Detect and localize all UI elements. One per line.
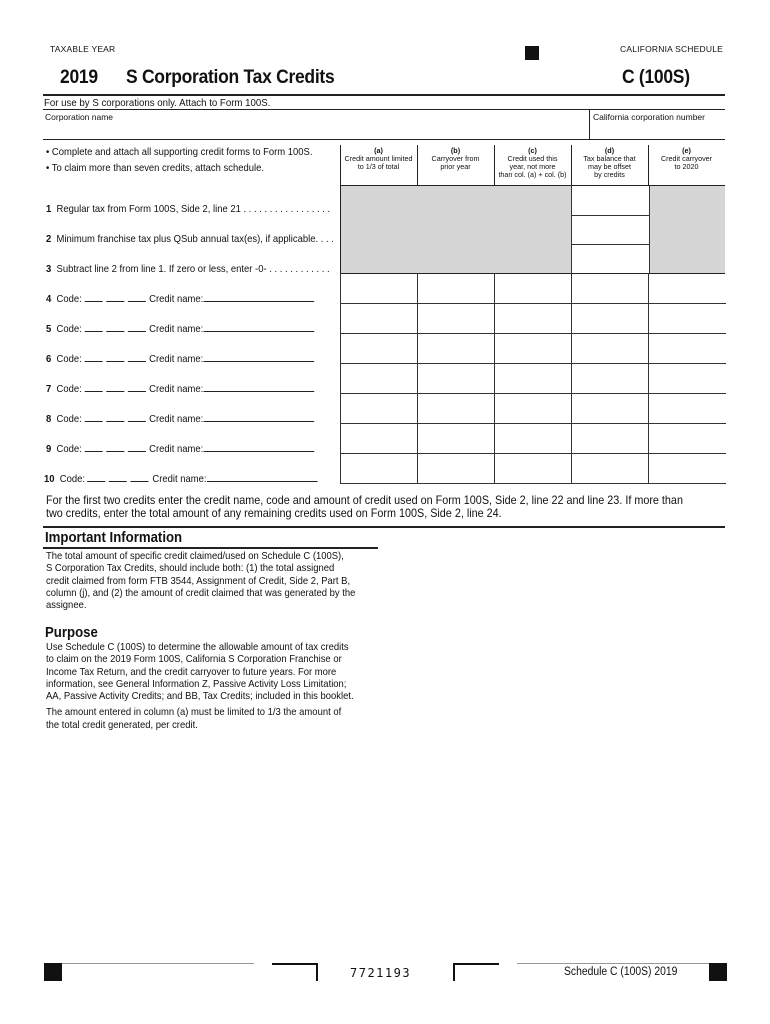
section-rule xyxy=(43,526,725,528)
credit-row-9-col-b-field[interactable] xyxy=(417,423,495,454)
credit-row-9-col-e-field[interactable] xyxy=(648,423,726,454)
credit-row-10-col-e-field[interactable] xyxy=(648,453,726,484)
credit-row-6-col-a-field[interactable] xyxy=(340,333,418,364)
credit-row-7-col-c-field[interactable] xyxy=(494,363,572,394)
credit-row-7-label: 7 Code: Credit name: xyxy=(46,383,314,395)
name-box-top xyxy=(43,109,725,110)
credit-code-field[interactable] xyxy=(128,293,146,302)
credit-code-field[interactable] xyxy=(131,473,149,482)
schedule-label: CALIFORNIA SCHEDULE xyxy=(620,44,723,54)
credit-row-8-label: 8 Code: Credit name: xyxy=(46,413,314,425)
credit-row-8-col-c-field[interactable] xyxy=(494,393,572,424)
credit-code-field[interactable] xyxy=(84,323,102,332)
line-2-col-d-field[interactable] xyxy=(571,215,650,245)
grid-left-shaded xyxy=(340,185,341,273)
credit-row-9-col-a-field[interactable] xyxy=(340,423,418,454)
credit-row-5-label: 5 Code: Credit name: xyxy=(46,323,314,335)
tax-year: 2019 xyxy=(60,67,98,88)
credit-row-5-col-e-field[interactable] xyxy=(648,303,726,334)
credit-code-field[interactable] xyxy=(106,413,124,422)
important-underline xyxy=(43,547,378,549)
credit-row-4-col-b-field[interactable] xyxy=(417,273,495,304)
name-box-bottom xyxy=(43,139,725,140)
credit-row-7-col-a-field[interactable] xyxy=(340,363,418,394)
credit-row-6-col-d-field[interactable] xyxy=(571,333,649,364)
credit-row-5-col-b-field[interactable] xyxy=(417,303,495,334)
name-box-divider xyxy=(589,109,590,139)
credit-row-7-col-b-field[interactable] xyxy=(417,363,495,394)
schedule-id: C (100S) xyxy=(622,67,690,88)
credit-name-field[interactable] xyxy=(203,383,314,392)
credit-name-field[interactable] xyxy=(203,293,314,302)
instruction-text: For use by S corporations only. Attach to Form 100S. xyxy=(44,97,271,109)
credit-row-4-col-a-field[interactable] xyxy=(340,273,418,304)
credit-row-8-col-a-field[interactable] xyxy=(340,393,418,424)
credit-code-field[interactable] xyxy=(84,443,102,452)
credit-row-10-col-c-field[interactable] xyxy=(494,453,572,484)
credit-code-field[interactable] xyxy=(128,353,146,362)
title-rule xyxy=(43,94,725,96)
credit-row-8-col-e-field[interactable] xyxy=(648,393,726,424)
footer-corner-mark-right xyxy=(453,963,499,981)
credit-name-field[interactable] xyxy=(203,323,314,332)
column-b-header: (b) Carryover from prior year xyxy=(431,146,480,171)
credit-code-field[interactable] xyxy=(128,443,146,452)
credit-row-10-col-b-field[interactable] xyxy=(417,453,495,484)
credit-code-field[interactable] xyxy=(106,353,124,362)
footer-registration-mark-left xyxy=(44,963,62,981)
credit-row-5-col-c-field[interactable] xyxy=(494,303,572,334)
credit-row-6-col-c-field[interactable] xyxy=(494,333,572,364)
credit-row-6-col-b-field[interactable] xyxy=(417,333,495,364)
corporation-name-label: Corporation name xyxy=(45,112,114,122)
credit-row-7-col-d-field[interactable] xyxy=(571,363,649,394)
credit-row-7-col-e-field[interactable] xyxy=(648,363,726,394)
purpose-text: Use Schedule C (100S) to determine the allowable amount of tax credits to claim on the 2019 Form 100S, California S Corporation Franchise or Income Tax Return, and the credit carryover to future years. For more information, see General Information Z, Passive Activity Loss Limitation; AA, Passive Activity Credits; and BB, Tax Credits; included in this booklet. The amount entered in column (a) must be limited to 1/3 the amount of the total credit generated, per credit. xyxy=(46,641,354,731)
credit-row-4-col-c-field[interactable] xyxy=(494,273,572,304)
footer-rule-left xyxy=(62,963,254,964)
column-a-header: (a) Credit amount limited to 1/3 of total xyxy=(344,146,413,171)
credit-name-field[interactable] xyxy=(203,353,314,362)
column-e-header: (e) Credit carryover to 2020 xyxy=(660,146,713,171)
credit-row-8-col-d-field[interactable] xyxy=(571,393,649,424)
bullet-more-credits: • To claim more than seven credits, attach schedule. xyxy=(46,162,264,174)
corporation-name-field[interactable] xyxy=(46,121,586,138)
footer-rule-right xyxy=(517,963,709,964)
credit-name-field[interactable] xyxy=(203,413,314,422)
shaded-area-abc xyxy=(341,186,571,273)
line-2-label: 2 Minimum franchise tax plus QSub annual tax(es), if applicable. . . . xyxy=(46,233,334,245)
column-c-header: (c) Credit used this year, not more than col. (a) + col. (b) xyxy=(498,146,567,179)
credit-row-9-col-d-field[interactable] xyxy=(571,423,649,454)
footer-registration-mark-right xyxy=(709,963,727,981)
credit-code-field[interactable] xyxy=(88,473,106,482)
credit-row-5-col-a-field[interactable] xyxy=(340,303,418,334)
credit-code-field[interactable] xyxy=(84,353,102,362)
credit-row-4-col-d-field[interactable] xyxy=(571,273,649,304)
credit-code-field[interactable] xyxy=(106,383,124,392)
credit-code-field[interactable] xyxy=(128,323,146,332)
page-title: S Corporation Tax Credits xyxy=(126,67,335,88)
footnote-line-2: two credits, enter the total amount of any remaining credits used on Form 100S, Side 2, line 24. xyxy=(46,506,502,520)
line-3-col-d-field[interactable] xyxy=(571,244,650,273)
shaded-area-e xyxy=(649,186,725,273)
credit-row-9-col-c-field[interactable] xyxy=(494,423,572,454)
footer-form-label: Schedule C (100S) 2019 xyxy=(564,966,678,978)
credit-row-10-col-d-field[interactable] xyxy=(571,453,649,484)
corporation-number-field[interactable] xyxy=(592,121,722,138)
credit-code-field[interactable] xyxy=(128,383,146,392)
column-d-header: (d) Tax balance that may be offset by credits xyxy=(583,146,636,179)
credit-code-field[interactable] xyxy=(109,473,127,482)
credit-code-field[interactable] xyxy=(84,413,102,422)
line-1-col-d-field[interactable] xyxy=(571,185,650,216)
credit-row-4-label: 4 Code: Credit name: xyxy=(46,293,314,305)
credit-name-field[interactable] xyxy=(203,443,314,452)
credit-code-field[interactable] xyxy=(106,293,124,302)
purpose-heading: Purpose xyxy=(45,624,98,641)
footnote-line-1: For the first two credits enter the credit name, code and amount of credit used on Form 100S, Side 2, line 22 and line 23. If more than xyxy=(46,493,683,507)
credit-name-field[interactable] xyxy=(207,473,318,482)
credit-code-field[interactable] xyxy=(106,443,124,452)
credit-row-10-col-a-field[interactable] xyxy=(340,453,418,484)
footer-corner-mark-left xyxy=(272,963,318,981)
credit-code-field[interactable] xyxy=(128,413,146,422)
credit-code-field[interactable] xyxy=(84,293,102,302)
bullet-attach-forms: • Complete and attach all supporting credit forms to Form 100S. xyxy=(46,146,313,158)
credit-row-8-col-b-field[interactable] xyxy=(417,393,495,424)
credit-row-4-col-e-field[interactable] xyxy=(648,273,726,304)
credit-code-field[interactable] xyxy=(84,383,102,392)
important-text: The total amount of specific credit claimed/used on Schedule C (100S), S Corporation Tax Credits, should include both: (1) the total assigned credit claimed from form FTB 3544, Assignment of Credit, Side 2, Part B, column (j), and (2) the amount of credit claimed that was generated by the assignee. xyxy=(46,550,356,612)
credit-row-9-label: 9 Code: Credit name: xyxy=(46,443,314,455)
taxable-year-label: TAXABLE YEAR xyxy=(50,44,116,54)
credit-row-5-col-d-field[interactable] xyxy=(571,303,649,334)
line-3-label: 3 Subtract line 2 from line 1. If zero or less, enter -0- . . . . . . . . . . . . xyxy=(46,263,330,275)
important-heading: Important Information xyxy=(45,529,183,546)
corporation-number-label: California corporation number xyxy=(593,112,705,122)
form-code: 7721193 xyxy=(350,966,412,980)
line-1-label: 1 Regular tax from Form 100S, Side 2, line 21 . . . . . . . . . . . . . . . . . xyxy=(46,203,331,215)
credit-row-6-label: 6 Code: Credit name: xyxy=(46,353,314,365)
credit-code-field[interactable] xyxy=(106,323,124,332)
credit-row-6-col-e-field[interactable] xyxy=(648,333,726,364)
registration-mark xyxy=(525,46,539,60)
credit-row-10-label: 10 Code: Credit name: xyxy=(44,473,317,485)
